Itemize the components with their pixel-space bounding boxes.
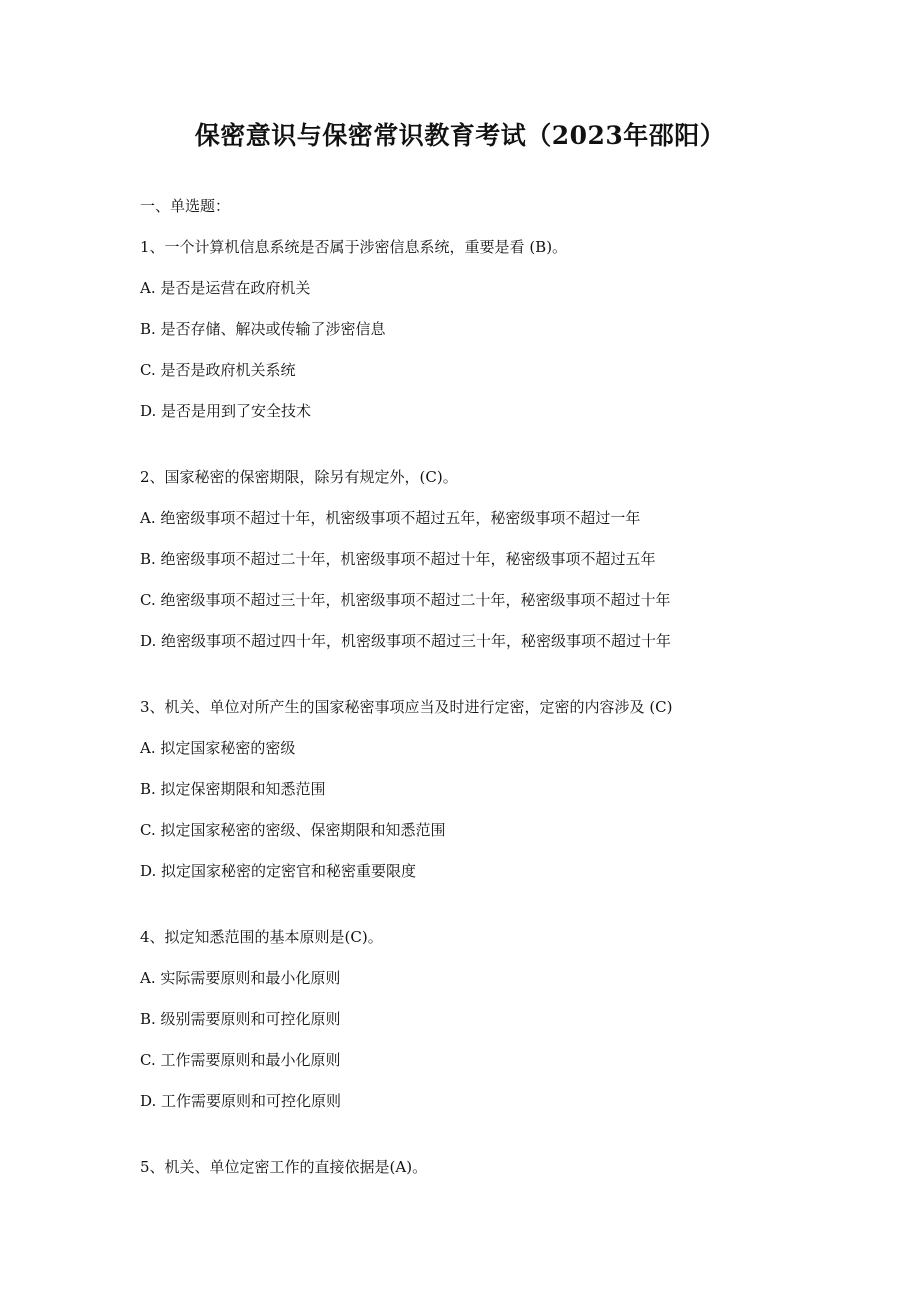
question-5-stem: 5、机关、单位定密工作的直接依据是(A)。: [140, 1158, 428, 1176]
document-title: 保密意识与保密常识教育考试（2023年邵阳）: [194, 121, 726, 150]
question-1-option-a: A. 是否是运营在政府机关: [140, 279, 311, 297]
question-2-option-b: B. 绝密级事项不超过二十年，机密级事项不超过十年，秘密级事项不超过五年: [140, 550, 656, 568]
question-1-option-d: D. 是否是用到了安全技术: [140, 402, 312, 420]
question-4-stem: 4、拟定知悉范围的基本原则是(C)。: [140, 928, 383, 946]
question-4-option-c: C. 工作需要原则和最小化原则: [140, 1051, 341, 1069]
question-2-option-c: C. 绝密级事项不超过三十年，机密级事项不超过二十年，秘密级事项不超过十年: [140, 591, 671, 609]
question-4-option-a: A. 实际需要原则和最小化原则: [140, 969, 341, 987]
question-1-option-b: B. 是否存储、解决或传输了涉密信息: [140, 320, 386, 338]
question-2-option-d: D. 绝密级事项不超过四十年，机密级事项不超过三十年，秘密级事项不超过十年: [140, 632, 672, 650]
question-3-stem: 3、机关、单位对所产生的国家秘密事项应当及时进行定密，定密的内容涉及 (C): [140, 698, 673, 716]
question-4-option-d: D. 工作需要原则和可控化原则: [140, 1092, 342, 1110]
question-1-stem: 1、一个计算机信息系统是否属于涉密信息系统，重要是看 (B)。: [140, 238, 568, 256]
question-1-option-c: C. 是否是政府机关系统: [140, 361, 296, 379]
question-2-stem: 2、国家秘密的保密期限，除另有规定外，(C)。: [140, 468, 458, 486]
section-heading: 一、单选题：: [140, 197, 231, 215]
question-3-option-a: A. 拟定国家秘密的密级: [140, 739, 296, 757]
question-3-option-d: D. 拟定国家秘密的定密官和秘密重要限度: [140, 862, 417, 880]
question-3-option-b: B. 拟定保密期限和知悉范围: [140, 780, 326, 798]
question-4-option-b: B. 级别需要原则和可控化原则: [140, 1010, 341, 1028]
question-2-option-a: A. 绝密级事项不超过十年，机密级事项不超过五年，秘密级事项不超过一年: [140, 509, 641, 527]
question-3-option-c: C. 拟定国家秘密的密级、保密期限和知悉范围: [140, 821, 446, 839]
